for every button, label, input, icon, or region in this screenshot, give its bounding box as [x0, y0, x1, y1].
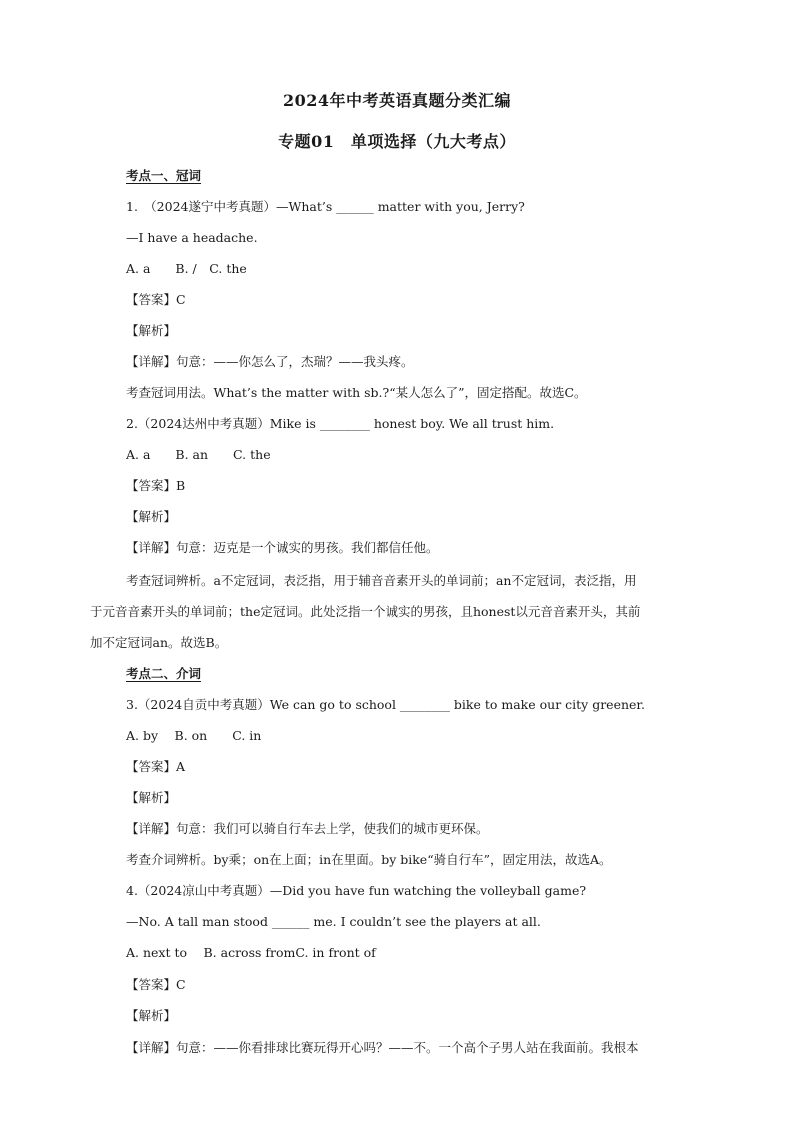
text-line: 4.（2024凉山中考真题）—Did you have fun watching the volleyball game? — [126, 883, 587, 898]
text-line: 【解析】 — [126, 1008, 177, 1023]
text-line: 【解析】 — [126, 509, 177, 524]
text-line: 【详解】句意：迈克是一个诚实的男孩。我们都信任他。 — [126, 540, 439, 555]
text-line: 2.（2024达州中考真题）Mike is ________ honest boy. We all trust him. — [126, 416, 555, 431]
text-line: 【答案】B — [126, 478, 186, 493]
text-line: 3.（2024自贡中考真题）We can go to school ________ bike to make our city greener. — [126, 697, 645, 712]
section-heading: 考点二、介词 — [126, 666, 202, 681]
text-line: A. next to B. across fromC. in front of — [126, 945, 376, 960]
text-line: 【答案】C — [126, 977, 186, 992]
text-line: 【答案】A — [126, 759, 186, 774]
text-line: 【详解】句意：——你怎么了，杰瑞？——我头疼。 — [126, 354, 414, 369]
text-line: 于元音音素开头的单词前；the定冠词。此处泛指一个诚实的男孩，且honest以元音音素开头，其前 — [90, 604, 641, 619]
document-title: 2024年中考英语真题分类汇编 — [282, 91, 512, 110]
section-heading: 考点一、冠词 — [126, 168, 202, 183]
text-line: 加不定冠词an。故选B。 — [90, 635, 228, 650]
text-line: A. a B. / C. the — [126, 261, 247, 276]
text-line: —No. A tall man stood ______ me. I couldn’t see the players at all. — [126, 914, 541, 929]
text-line: 【详解】句意：我们可以骑自行车去上学，使我们的城市更环保。 — [126, 821, 489, 836]
text-line: 【答案】C — [126, 292, 186, 307]
text-line: 【详解】句意：——你看排球比赛玩得开心吗？——不。一个高个子男人站在我面前。我根本 — [126, 1040, 639, 1055]
document-subtitle: 专题01 单项选择（九大考点） — [278, 132, 516, 151]
text-line: 考查冠词辨析。a不定冠词，表泛指，用于辅音音素开头的单词前；an不定冠词，表泛指，用 — [126, 573, 637, 588]
text-line: A. a B. an C. the — [126, 447, 271, 462]
text-line: 1. （2024遂宁中考真题）—What’s ______ matter with you, Jerry? — [126, 199, 525, 214]
text-line: 考查介词辨析。by乘；on在上面；in在里面。by bike“骑自行车”，固定用法，故选A。 — [126, 852, 612, 867]
text-line: 【解析】 — [126, 790, 177, 805]
text-line: 考查冠词用法。What’s the matter with sb.?“某人怎么了”，固定搭配。故选C。 — [126, 385, 587, 400]
text-line: A. by B. on C. in — [126, 728, 262, 743]
text-line: —I have a headache. — [126, 230, 258, 245]
text-line: 【解析】 — [126, 323, 177, 338]
